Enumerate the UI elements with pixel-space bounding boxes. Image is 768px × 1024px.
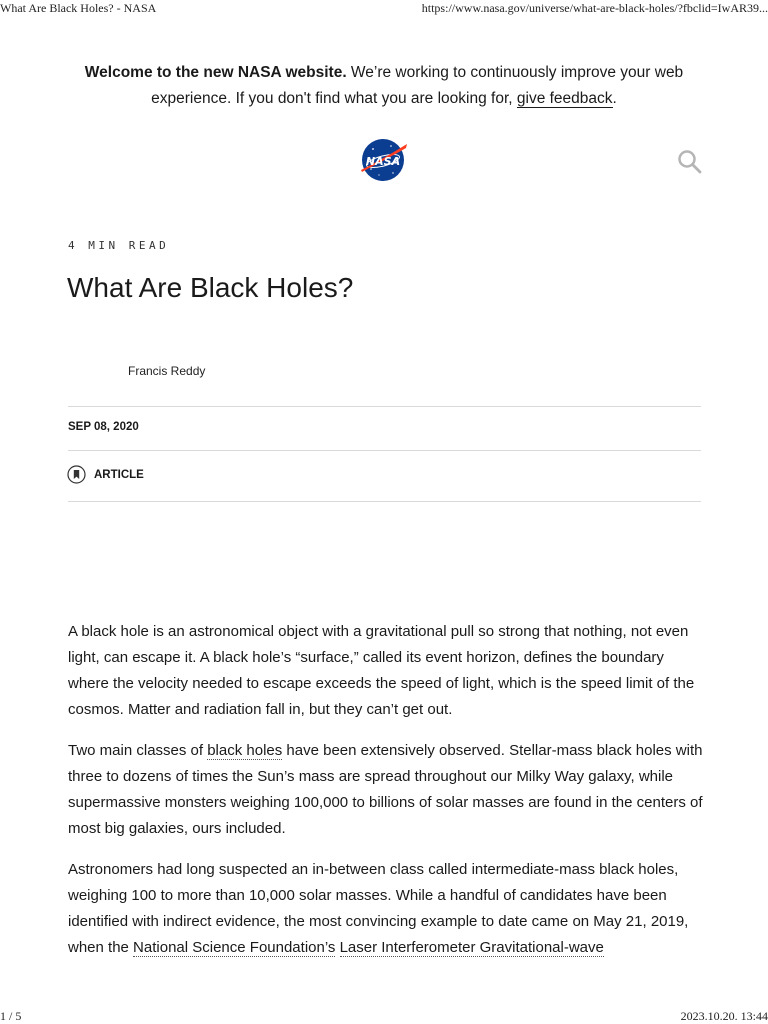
page-title: What Are Black Holes? xyxy=(67,272,354,303)
print-page-url: https://www.nasa.gov/universe/what-are-black-holes/?fbclid=IwAR39... xyxy=(421,1,768,15)
paragraph-text: Two main classes of xyxy=(68,742,208,759)
paragraph xyxy=(68,619,708,723)
print-datetime: 2023.10.20. 13:44 xyxy=(680,1009,768,1023)
paragraph-text xyxy=(335,939,339,956)
author-name[interactable]: Francis Reddy xyxy=(128,364,206,378)
nasa-logo-text: NASA xyxy=(365,155,401,168)
black-holes-link[interactable]: black holes xyxy=(207,742,283,759)
article-type-label: ARTICLE xyxy=(94,468,144,481)
paragraph xyxy=(68,857,708,961)
welcome-banner xyxy=(60,60,708,112)
nasa-logo[interactable] xyxy=(359,137,409,183)
search-icon xyxy=(677,149,703,175)
paragraph-text: A black hole is an astronomical object with a gravitational pull so strong that nothing, not even light, can escape it. A black hole’s “surface,” called its event horizon, defines the boundary where the velocity needed to escape exceeds the speed of light, which is the speed limit of the cosmos. Matter and radiation fall in, but they can’t get out. xyxy=(68,623,695,718)
paragraph-text: Astronomers had long suspected an in-between class called intermediate-mass black holes, weighing 100 to more than 10,000 solar masses. While a handful of candidates have been identified with indirect evidence, the most convincing example to date came on May 21, 2019, when the xyxy=(68,861,689,956)
banner-text: We’re working to continuously improve your web experience. If you don't find what you are looking for, xyxy=(151,64,684,107)
give-feedback-link[interactable]: give feedback xyxy=(516,90,613,107)
paragraph-text: have been extensively observed. Stellar-mass black holes with three to dozens of times the Sun’s mass are spread throughout our Milky Way galaxy, while supermassive monsters weighing 100,000 to billions of solar masses are found in the centers of most big galaxies, ours included. xyxy=(68,742,703,837)
read-time: 4 MIN READ xyxy=(68,239,170,252)
divider xyxy=(68,406,701,407)
print-page-title: What Are Black Holes? - NASA xyxy=(0,1,157,15)
paragraph xyxy=(68,738,708,842)
article-type xyxy=(67,465,144,484)
article-body xyxy=(68,619,708,976)
bookmark-icon xyxy=(67,465,86,484)
banner-end: . xyxy=(612,90,617,107)
banner-bold-text: Welcome to the new NASA website. xyxy=(84,64,347,81)
nsf-link[interactable]: National Science Foundation’s xyxy=(133,939,336,956)
print-page-number: 1 / 5 xyxy=(0,1009,22,1023)
ligo-link[interactable]: Laser Interferometer Gravitational-wave xyxy=(339,939,604,956)
divider xyxy=(68,450,701,451)
search-button[interactable] xyxy=(677,149,703,175)
nasa-meatball-logo-icon xyxy=(359,137,409,183)
divider xyxy=(68,501,701,502)
publish-date: SEP 08, 2020 xyxy=(68,421,139,433)
